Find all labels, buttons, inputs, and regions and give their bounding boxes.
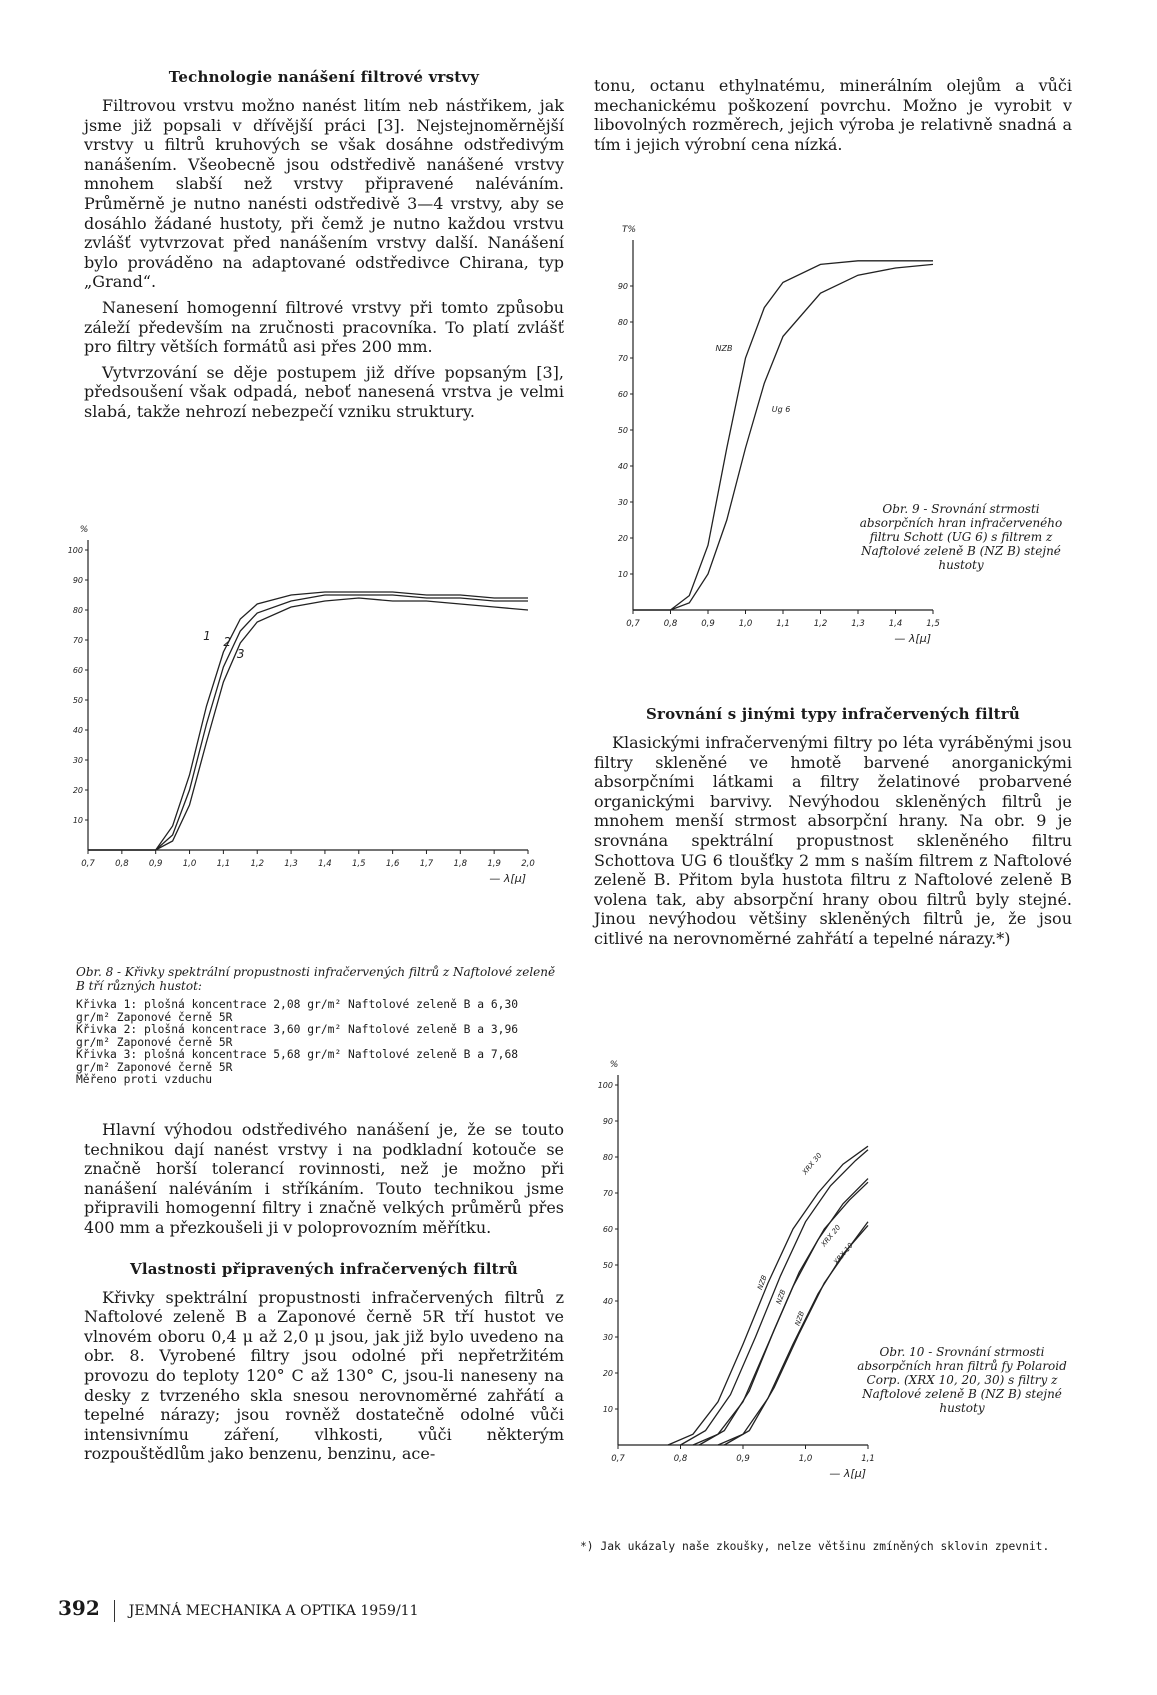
footnote: *) Jak ukázaly naše zkoušky, nelze většinu zmíněných sklovin zpevnit.	[580, 1540, 1050, 1553]
y-tick-label: 20	[602, 1369, 613, 1378]
figure-8	[60, 520, 560, 964]
x-tick-label: 0,7	[81, 859, 95, 869]
y-tick-label: 70	[602, 1189, 613, 1198]
fig8-caption-title: Obr. 8 - Křivky spektrální propustnosti infračervených filtrů z Naftolové zeleně B tří různých hustot:	[76, 965, 556, 993]
figure-9-caption	[848, 502, 1074, 572]
series-label: XRX 30	[800, 1151, 824, 1177]
x-tick-label: 0,8	[673, 1454, 688, 1464]
x-tick-label: 0,7	[611, 1454, 625, 1464]
y-tick-label: 90	[72, 576, 83, 585]
y-tick-label: 80	[72, 606, 83, 615]
fig8-caption-line: Křivka 1: plošná koncentrace 2,08 gr/m² Naftolové zeleně B a 6,30 gr/m² Zaponové černě 5R	[76, 998, 519, 1024]
y-tick-label: 20	[72, 786, 83, 795]
y-tick-label: 10	[617, 570, 628, 579]
page-number: 392	[58, 1596, 100, 1620]
series-line-3	[88, 598, 528, 850]
paragraph: Nanesení homogenní filtrové vrstvy při tomto způsobu záleží především na zručnosti pracovníka. To platí zvlášť pro filtry větších formátů asi přes 200 mm.	[84, 297, 564, 357]
y-tick-label: 100	[597, 1081, 613, 1090]
y-tick-label: 10	[72, 816, 83, 825]
y-tick-label: 70	[617, 354, 628, 363]
y-tick-label: 70	[72, 636, 83, 645]
y-axis-label: %	[79, 525, 89, 535]
y-axis-label: T%	[621, 225, 637, 235]
x-tick-label: 1,1	[776, 619, 790, 629]
x-tick-label: 1,2	[813, 619, 828, 629]
heading-properties: Vlastnosti připravených infračervených filtrů	[130, 1259, 518, 1278]
x-tick-label: 1,1	[861, 1454, 875, 1464]
left-column-lower	[84, 1120, 564, 1470]
series-label: NZB	[756, 1274, 769, 1291]
x-tick-label: 1,3	[284, 859, 298, 869]
heading-comparison: Srovnání s jinými typy infračervených filtrů	[646, 705, 1020, 723]
y-tick-label: 50	[602, 1261, 613, 1270]
series-label: 2	[223, 635, 232, 649]
figure-10-caption	[842, 1345, 1082, 1415]
x-axis-label: — λ[μ]	[489, 872, 526, 885]
series-label: 1	[203, 629, 211, 643]
x-tick-label: 1,5	[352, 859, 366, 869]
fig8-caption-body	[76, 999, 556, 1087]
series-line-2	[88, 595, 528, 850]
fig8-caption-line: Křivka 2: plošná koncentrace 3,60 gr/m² Naftolové zeleně B a 3,96 gr/m² Zaponové černě 5R	[76, 1023, 519, 1049]
series-line-1	[668, 1146, 868, 1445]
y-tick-label: 60	[72, 666, 83, 675]
chart-obr9	[605, 210, 985, 680]
x-tick-label: 0,9	[736, 1454, 750, 1464]
y-tick-label: 30	[72, 756, 83, 765]
journal-name: JEMNÁ MECHANIKA A OPTIKA 1959/11	[128, 1603, 419, 1619]
series-label: Ug 6	[771, 405, 791, 414]
paragraph: Křivky spektrální propustnosti infračervených filtrů z Naftolové zeleně B a Zaponové černě 5R tří hustot ve vlnovém oboru 0,4 μ až 2,0 μ jsou, jak již bylo uvedeno na obr. 8. Vyrobené filtry jsou odolné při nepřetržitém provozu do teploty 120° C až 130° C, jsou-li naneseny na desky z tvrzeného skla snesou nerovnoměrné zahřátí a tepelné nárazy; jsou rovněž dostatečně odolné vůči intensivnímu záření, vlhkosti, vůči některým rozpouštědlům jako benzenu, benzinu, ace-	[84, 1287, 564, 1464]
x-tick-label: 1,6	[385, 859, 400, 869]
x-tick-label: 1,7	[419, 859, 434, 869]
series-label: NZB	[774, 1288, 788, 1306]
y-tick-label: 80	[617, 318, 628, 327]
x-tick-label: 1,4	[318, 859, 332, 869]
series-line-2	[681, 1150, 869, 1445]
x-tick-label: 1,0	[798, 1454, 813, 1464]
y-tick-label: 90	[602, 1117, 613, 1126]
figure-8-caption	[76, 965, 556, 1087]
right-column	[594, 76, 1072, 160]
y-tick-label: 20	[617, 534, 628, 543]
figure-10	[590, 1045, 930, 1519]
x-tick-label: 0,7	[626, 619, 640, 629]
series-label: NZB	[793, 1310, 807, 1327]
x-tick-label: 1,9	[487, 859, 501, 869]
y-tick-label: 10	[602, 1405, 613, 1414]
left-column	[84, 68, 564, 428]
x-tick-label: 2,0	[521, 859, 535, 869]
x-tick-label: 1,0	[182, 859, 197, 869]
footer-divider	[114, 1600, 115, 1622]
x-tick-label: 0,9	[701, 619, 715, 629]
y-tick-label: 40	[602, 1297, 613, 1306]
x-axis-label: — λ[μ]	[894, 632, 931, 645]
heading-technology: Technologie nanášení filtrové vrstvy	[168, 68, 480, 86]
series-label: NZB	[715, 343, 733, 353]
paragraph: Filtrovou vrstvu možno nanést litím neb nástřikem, jak jsme již popsali v dřívější práci [3]. Nejstejnoměrnější vrstvy u filtrů kruhových se však dosáhne odstředivým nanášením. Všeobecně jsou odstředivě nanášené vrstvy mnohem slabší než vrstvy připravené naléváním. Průměrně je nutno nanésti odstředivě 3—4 vrstvy, aby se dosáhlo žádané hustoty, při čemž je nutno každou vrstvu zvlášť vytvrzovat před nanášením vrstvy další. Nanášení bylo prováděno na adaptované odstředivce Chirana, typ „Grand“.	[84, 96, 564, 292]
x-tick-label: 1,5	[926, 619, 940, 629]
x-tick-label: 0,9	[148, 859, 163, 869]
x-axis-label: — λ[μ]	[829, 1467, 866, 1480]
y-tick-label: 100	[67, 546, 83, 555]
fig8-caption-line: Křivka 3: plošná koncentrace 5,68 gr/m² Naftolové zeleně B a 7,68 gr/m² Zaponové černě 5R	[76, 1048, 519, 1074]
paragraph: Klasickými infračervenými filtry po léta vyráběnými jsou filtry skleněné ve hmotě barvené anorganickými absorpčními látkami a filtry želatinové probarvené organickými barvivy. Nevýhodou skleněných filtrů je mnohem menší strmost absorpční hrany. Na obr. 9 je srovnána spektrální propustnost skleněného filtru Schottova UG 6 tloušťky 2 mm s naším filtrem z Naftolové zeleně B. Přitom byla hustota filtru z Naftolové zeleně B volena tak, aby absorpční hrany obou filtrů byly stejné. Jinou nevýhodou většiny skleněných filtrů je, že jsou citlivé na nerovnoměrné zahřátí a tepelné nárazy.*)	[594, 733, 1072, 948]
series-line-1	[88, 592, 528, 850]
y-tick-label: 50	[617, 426, 628, 435]
y-tick-label: 90	[617, 282, 628, 291]
x-tick-label: 1,1	[216, 859, 231, 869]
page-footer	[58, 1596, 418, 1622]
y-tick-label: 60	[602, 1225, 613, 1234]
series-label: 3	[236, 647, 245, 661]
figure-9	[605, 210, 985, 684]
x-tick-label: 1,0	[738, 619, 753, 629]
fig9-caption: Obr. 9 - Srovnání strmosti absorpčních hran infračerveného filtru Schott (UG 6) s filtrem z Naftolové zeleně B (NZ B) stejné hustoty	[859, 502, 1063, 572]
paragraph: tonu, octanu ethylnatému, minerálním olejům a vůči mechanickému poškození povrchu. Možno je vyrobit v libovolných rozměrech, jejich výroba je relativně snadná a tím i jejich výrobní cena nízká.	[594, 76, 1072, 154]
fig8-caption-line: Měřeno proti vzduchu	[76, 1073, 213, 1086]
x-tick-label: 1,4	[888, 619, 903, 629]
x-tick-label: 1,3	[851, 619, 865, 629]
paragraph: Hlavní výhodou odstředivého nanášení je, že se touto technikou dají nanést vrstvy i na podkladní kotouče se značně horší tolerancí rovinnosti, než je možno při nanášení naléváním i stříkáním. Touto technikou jsme připravili homogenní filtry i značně velkých průměrů přes 400 mm a přezkoušeli ji v poloprovozním měřítku.	[84, 1120, 564, 1237]
y-axis-label: %	[609, 1060, 619, 1070]
fig10-caption: Obr. 10 - Srovnání strmosti absorpčních hran filtrů fy Polaroid Corp. (XRX 10, 20, 30) s filtry z Naftolové zeleně B (NZ B) stejné hustoty	[857, 1345, 1067, 1415]
series-label: XRX 20	[819, 1223, 843, 1249]
series-label: XRX 10	[832, 1241, 855, 1267]
paragraph: Vytvrzování se děje postupem již dříve popsaným [3], předsoušení však odpadá, neboť nanesená vrstva je velmi slabá, takže nehrozí nebezpečí vzniku struktury.	[84, 362, 564, 421]
right-column-middle	[594, 705, 1072, 955]
y-tick-label: 40	[72, 726, 83, 735]
y-tick-label: 30	[602, 1333, 613, 1342]
y-tick-label: 40	[617, 462, 628, 471]
x-tick-label: 1,8	[453, 859, 468, 869]
x-tick-label: 1,2	[250, 859, 264, 869]
chart-obr8	[60, 520, 560, 960]
chart-obr10	[590, 1045, 930, 1515]
y-tick-label: 30	[617, 498, 628, 507]
y-tick-label: 60	[617, 390, 628, 399]
y-tick-label: 50	[72, 696, 83, 705]
x-tick-label: 0,8	[663, 619, 678, 629]
y-tick-label: 80	[602, 1153, 613, 1162]
x-tick-label: 0,8	[115, 859, 129, 869]
